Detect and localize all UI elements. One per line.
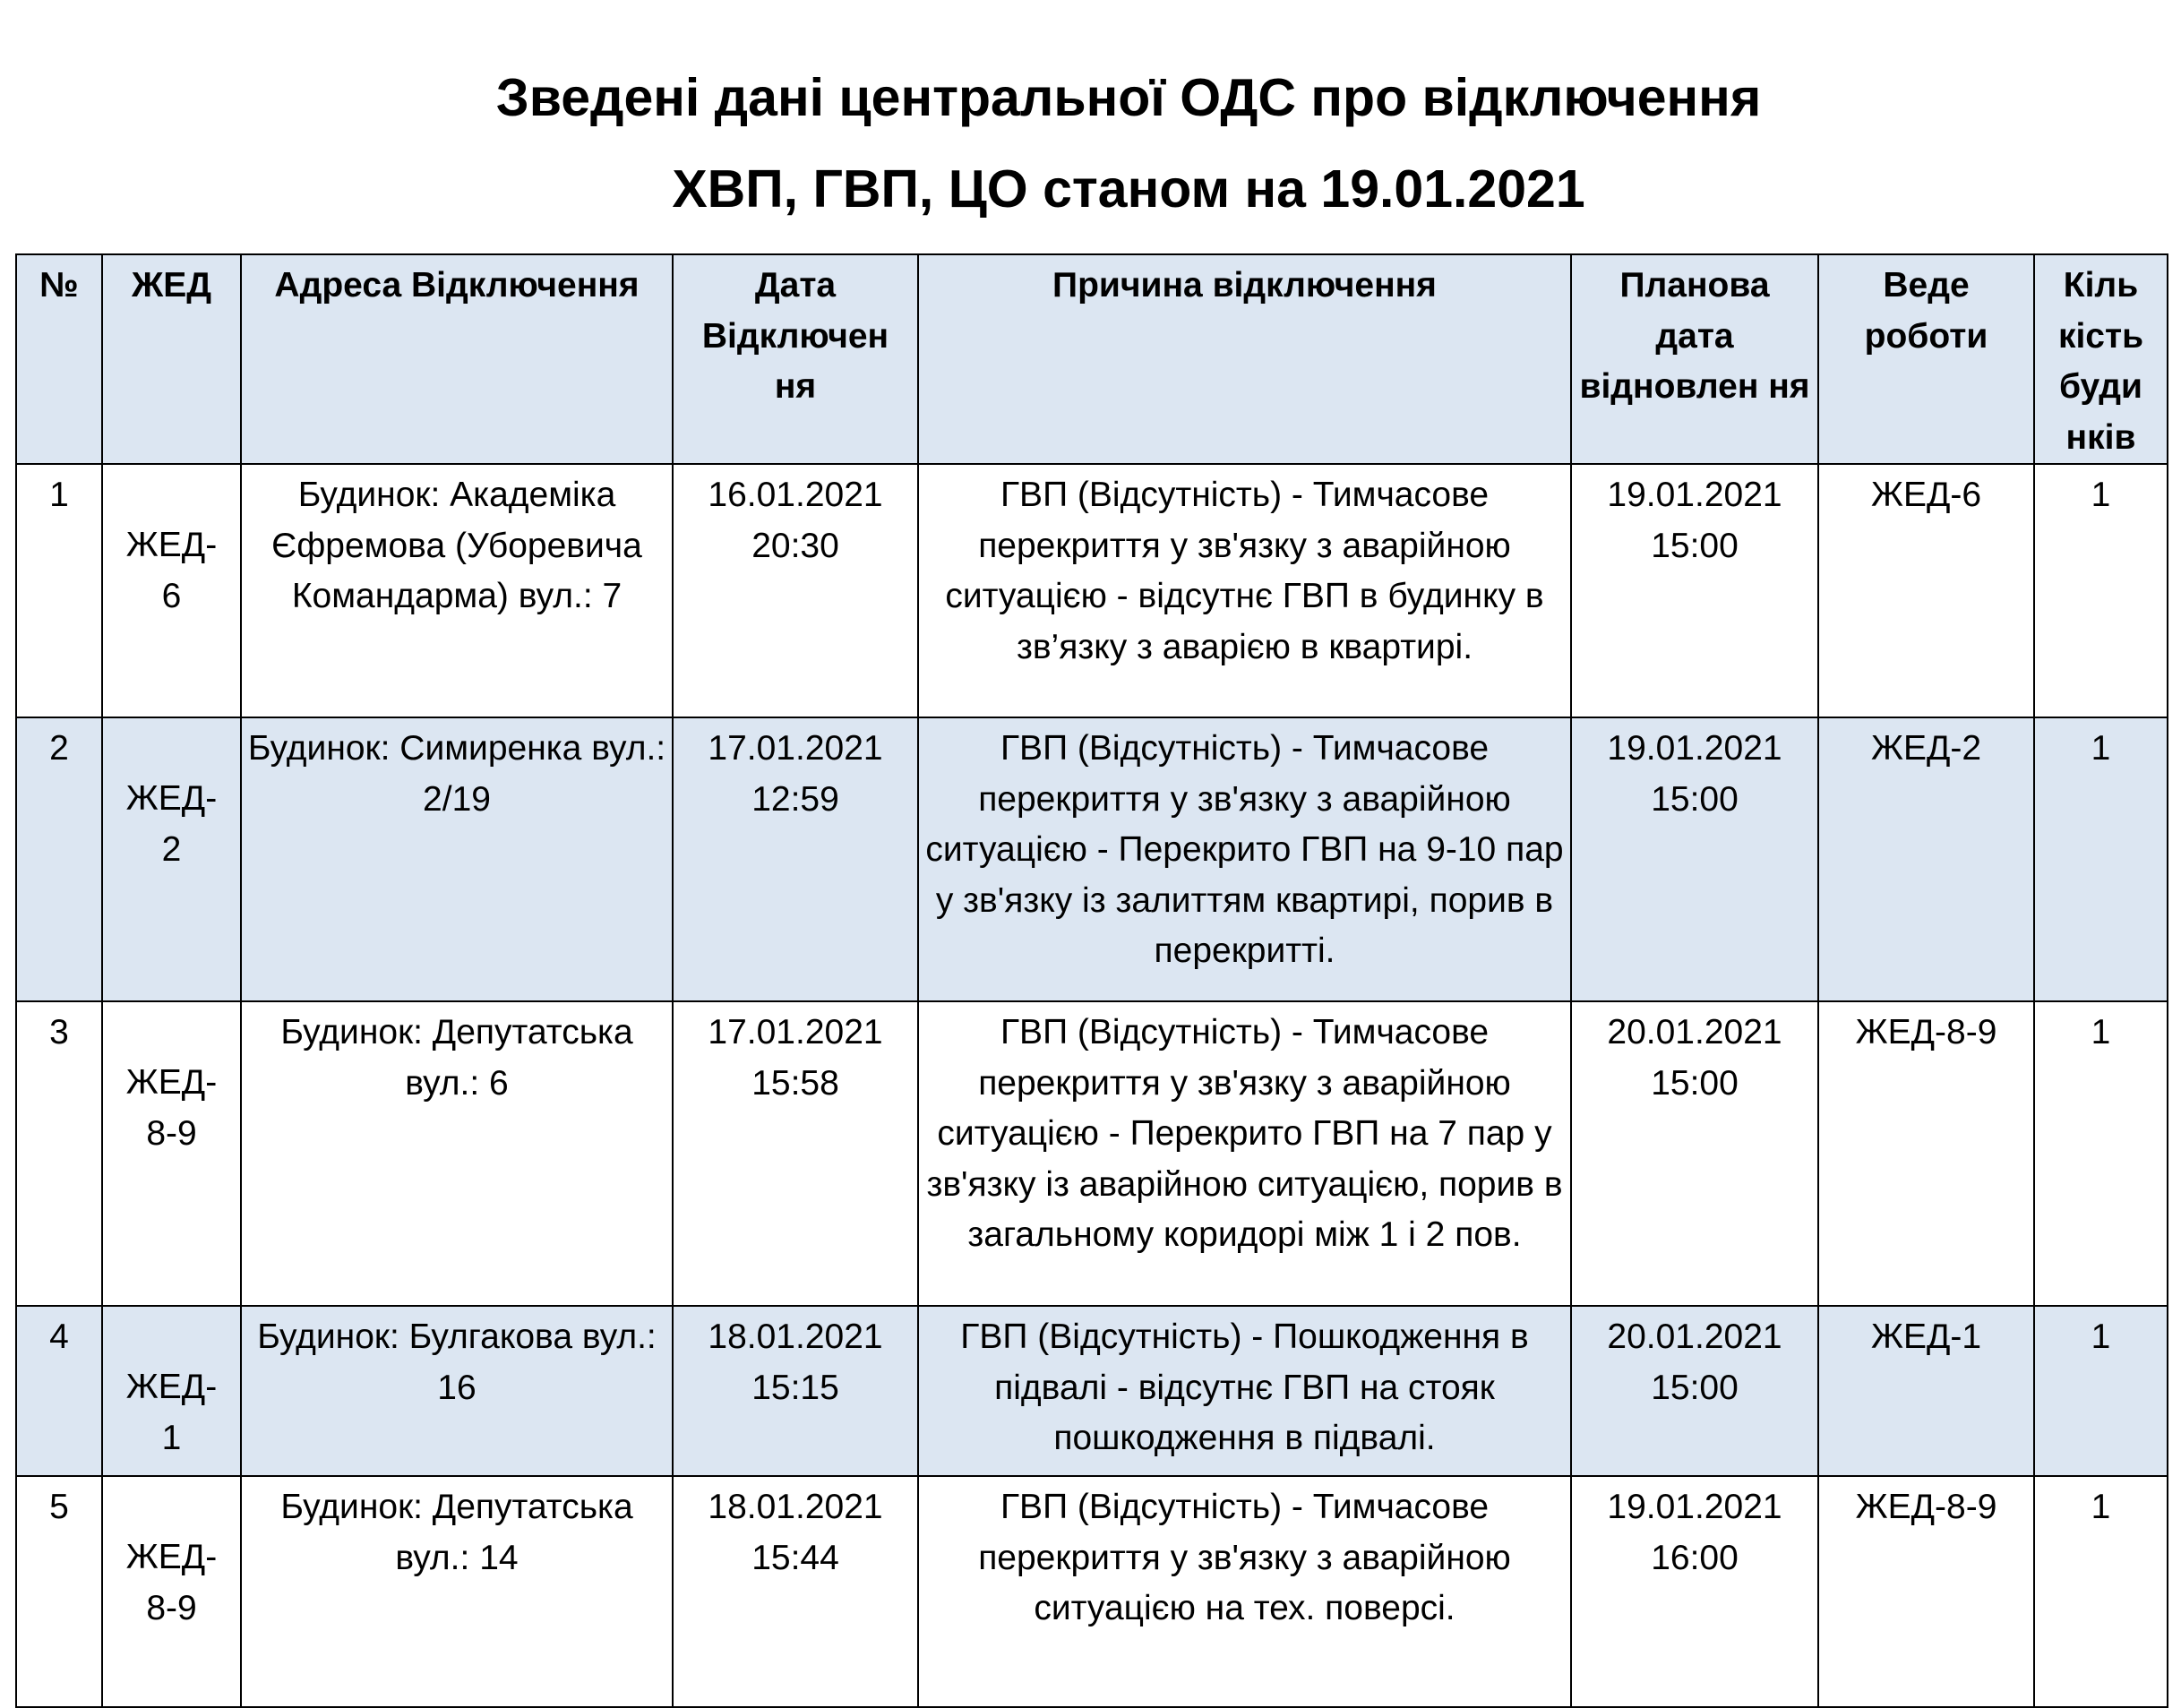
cell-planned-date: 19.01.2021 15:00 <box>1571 464 1818 717</box>
cell-number: 4 <box>16 1306 102 1476</box>
column-header-reason: Причина відключення <box>918 254 1571 464</box>
page-title <box>0 52 2181 235</box>
cell-reason: ГВП (Відсутність) - Тимчасове перекриття у зв'язку з аварійною ситуацією - Перекрито ГВП на 9-10 пар у зв'язку із залиттям квартирі, порив в перекритті. <box>918 717 1571 1001</box>
cell-address: Будинок: Булгакова вул.: 16 <box>241 1306 673 1476</box>
cell-contractor: ЖЕД-8-9 <box>1818 1001 2034 1306</box>
cell-address: Будинок: Депутатська вул.: 14 <box>241 1476 673 1707</box>
cell-number: 3 <box>16 1001 102 1306</box>
table-row <box>16 464 2168 717</box>
cell-planned-date: 20.01.2021 15:00 <box>1571 1001 1818 1306</box>
title-line-2: ХВП, ГВП, ЦО станом на 19.01.2021 <box>672 159 1585 219</box>
cell-contractor: ЖЕД-8-9 <box>1818 1476 2034 1707</box>
cell-zhed: ЖЕД- 8-9 <box>102 1001 241 1306</box>
column-header-building-count: Кіль кість буди нків <box>2034 254 2168 464</box>
column-header-date: Дата Відключен ня <box>673 254 918 464</box>
cell-zhed: ЖЕД- 6 <box>102 464 241 717</box>
cell-reason: ГВП (Відсутність) - Тимчасове перекриття у зв'язку з аварійною ситуацією - відсутнє ГВП в будинку в зв’язку з аварією в квартирі. <box>918 464 1571 717</box>
cell-date: 17.01.2021 15:58 <box>673 1001 918 1306</box>
cell-date: 18.01.2021 15:15 <box>673 1306 918 1476</box>
cell-date: 16.01.2021 20:30 <box>673 464 918 717</box>
cell-date: 18.01.2021 15:44 <box>673 1476 918 1707</box>
cell-reason: ГВП (Відсутність) - Тимчасове перекриття у зв'язку з аварійною ситуацією на тех. поверсі. <box>918 1476 1571 1707</box>
cell-contractor: ЖЕД-6 <box>1818 464 2034 717</box>
table-row <box>16 1306 2168 1476</box>
cell-building-count: 1 <box>2034 1001 2168 1306</box>
cell-contractor: ЖЕД-1 <box>1818 1306 2034 1476</box>
cell-date: 17.01.2021 12:59 <box>673 717 918 1001</box>
cell-planned-date: 20.01.2021 15:00 <box>1571 1306 1818 1476</box>
cell-zhed: ЖЕД- 1 <box>102 1306 241 1476</box>
table-header-row <box>16 254 2168 464</box>
table-row <box>16 1476 2168 1707</box>
column-header-planned-date: Планова дата відновлен ня <box>1571 254 1818 464</box>
column-header-address: Адреса Відключення <box>241 254 673 464</box>
cell-reason: ГВП (Відсутність) - Тимчасове перекриття у зв'язку з аварійною ситуацією - Перекрито ГВП на 7 пар у зв'язку із аварійною ситуацією, порив в загальному коридорі між 1 і 2 пов. <box>918 1001 1571 1306</box>
cell-planned-date: 19.01.2021 16:00 <box>1571 1476 1818 1707</box>
cell-reason: ГВП (Відсутність) - Пошкодження в підвалі - відсутнє ГВП на стояк пошкодження в підвалі. <box>918 1306 1571 1476</box>
column-header-zhed: ЖЕД <box>102 254 241 464</box>
cell-number: 5 <box>16 1476 102 1707</box>
cell-building-count: 1 <box>2034 1476 2168 1707</box>
cell-building-count: 1 <box>2034 717 2168 1001</box>
cell-planned-date: 19.01.2021 15:00 <box>1571 717 1818 1001</box>
title-line-1: Зведені дані центральної ОДС про відключення <box>495 68 1762 127</box>
table-row <box>16 1001 2168 1306</box>
cell-number: 1 <box>16 464 102 717</box>
cell-zhed: ЖЕД- 8-9 <box>102 1476 241 1707</box>
outages-table <box>15 253 2168 1708</box>
cell-zhed: ЖЕД- 2 <box>102 717 241 1001</box>
cell-building-count: 1 <box>2034 464 2168 717</box>
column-header-number: № <box>16 254 102 464</box>
cell-address: Будинок: Симиренка вул.: 2/19 <box>241 717 673 1001</box>
cell-contractor: ЖЕД-2 <box>1818 717 2034 1001</box>
column-header-contractor: Веде роботи <box>1818 254 2034 464</box>
cell-address: Будинок: Депутатська вул.: 6 <box>241 1001 673 1306</box>
cell-address: Будинок: Академіка Єфремова (Уборевича Командарма) вул.: 7 <box>241 464 673 717</box>
cell-building-count: 1 <box>2034 1306 2168 1476</box>
table-row <box>16 717 2168 1001</box>
cell-number: 2 <box>16 717 102 1001</box>
